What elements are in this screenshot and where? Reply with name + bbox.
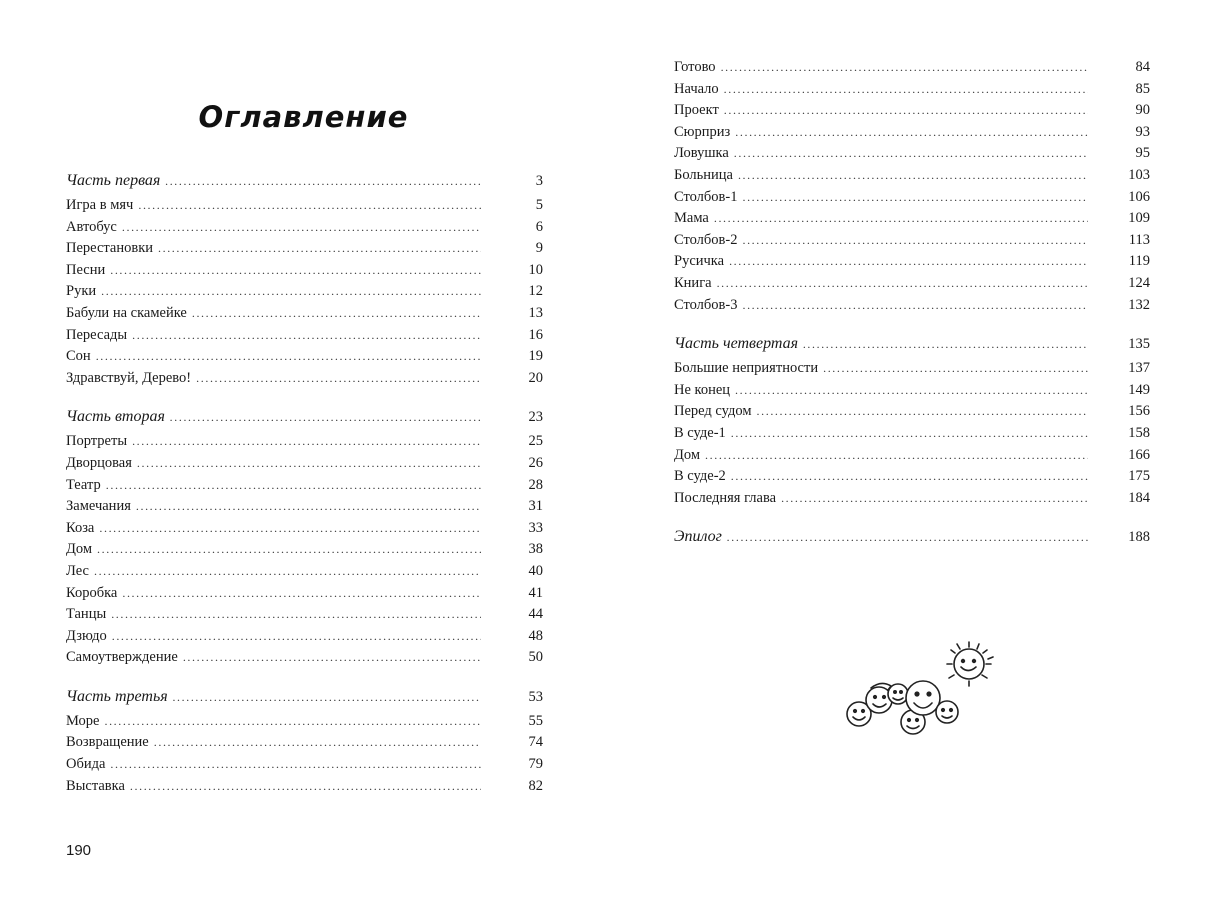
toc-chapter-entry bbox=[66, 754, 543, 776]
page-ref: 95 bbox=[1135, 145, 1150, 162]
toc-chapter-entry bbox=[66, 195, 543, 217]
chapter-title: Обида bbox=[66, 756, 106, 773]
page-ref: 175 bbox=[1128, 468, 1150, 485]
toc-chapter-entry bbox=[66, 368, 543, 390]
chapter-title: Коробка bbox=[66, 584, 118, 601]
toc-chapter-entry bbox=[66, 776, 543, 798]
dot-leader bbox=[165, 167, 481, 196]
page-ref: 6 bbox=[535, 218, 543, 235]
chapter-title: Столбов-1 bbox=[674, 188, 738, 205]
dot-leader bbox=[104, 711, 481, 733]
dot-leader bbox=[137, 453, 481, 475]
toc-chapter-entry bbox=[674, 100, 1150, 122]
page-ref: 85 bbox=[1135, 80, 1150, 97]
dot-leader bbox=[170, 403, 481, 432]
dot-leader bbox=[735, 122, 1088, 144]
toc-part-entry bbox=[674, 329, 1150, 358]
page-ref: 135 bbox=[1128, 336, 1150, 353]
chapter-title: Портреты bbox=[66, 433, 128, 450]
chapter-title: Самоутверждение bbox=[66, 649, 178, 666]
toc-chapter-entry bbox=[674, 208, 1150, 230]
toc-part-entry bbox=[66, 682, 543, 711]
page-ref: 10 bbox=[528, 261, 543, 278]
toc-chapter-entry bbox=[66, 260, 543, 282]
toc-chapter-entry bbox=[66, 346, 543, 368]
page-ref: 188 bbox=[1128, 529, 1150, 546]
chapter-title: Лес bbox=[66, 562, 89, 579]
page-ref: 106 bbox=[1128, 188, 1150, 205]
page-ref: 137 bbox=[1128, 360, 1150, 377]
toc-chapter-entry bbox=[66, 583, 543, 605]
chapter-title: Готово bbox=[674, 59, 716, 75]
dot-leader bbox=[122, 583, 481, 605]
toc-chapter-entry bbox=[66, 518, 543, 540]
toc-chapter-entry bbox=[674, 57, 1150, 79]
dot-leader bbox=[705, 445, 1088, 467]
dot-leader bbox=[734, 143, 1088, 165]
dot-leader bbox=[714, 208, 1088, 230]
page-ref: 103 bbox=[1128, 166, 1150, 183]
chapter-title: Море bbox=[66, 712, 100, 729]
toc-chapter-entry bbox=[674, 79, 1150, 101]
toc-chapter-entry bbox=[674, 488, 1150, 510]
dot-leader bbox=[731, 423, 1088, 445]
chapter-title: Столбов-2 bbox=[674, 231, 738, 248]
dot-leader bbox=[136, 496, 481, 518]
chapter-title: Дом bbox=[674, 446, 701, 463]
page-ref: 23 bbox=[528, 409, 543, 426]
page-ref: 53 bbox=[528, 688, 543, 705]
page-ref: 74 bbox=[528, 734, 543, 751]
page-ref: 90 bbox=[1135, 102, 1150, 119]
chapter-title: Коза bbox=[66, 519, 95, 536]
page-ref: 31 bbox=[528, 498, 543, 515]
toc-chapter-entry bbox=[66, 325, 543, 347]
dot-leader bbox=[742, 187, 1088, 209]
toc-chapter-entry bbox=[66, 626, 543, 648]
dot-leader bbox=[727, 523, 1088, 552]
part-title: Часть первая bbox=[66, 172, 161, 189]
chapter-title: Пересады bbox=[66, 326, 128, 343]
toc-chapter-entry bbox=[674, 466, 1150, 488]
page-ref: 13 bbox=[528, 304, 543, 321]
dot-leader bbox=[132, 325, 481, 347]
dot-leader bbox=[742, 295, 1088, 317]
page-ref: 26 bbox=[528, 454, 543, 471]
page-number: 190 bbox=[66, 842, 92, 859]
page-ref: 33 bbox=[528, 519, 543, 536]
chapter-title: Больница bbox=[674, 166, 733, 183]
dot-leader bbox=[196, 368, 481, 390]
dot-leader bbox=[138, 195, 481, 217]
toc-chapter-entry bbox=[674, 251, 1150, 273]
dot-leader bbox=[721, 57, 1088, 79]
chapter-title: В суде-2 bbox=[674, 468, 726, 485]
chapter-title: Дом bbox=[66, 541, 93, 558]
toc-chapter-entry bbox=[66, 647, 543, 669]
toc-chapter-entry bbox=[674, 273, 1150, 295]
chapter-title: Начало bbox=[674, 80, 719, 97]
dot-leader bbox=[803, 330, 1088, 359]
page-ref: 48 bbox=[528, 627, 543, 644]
chapter-title: Автобус bbox=[66, 218, 117, 235]
chapter-title: Здравствуй, Дерево! bbox=[66, 369, 192, 386]
page-ref: 55 bbox=[528, 712, 543, 729]
page-ref: 124 bbox=[1128, 274, 1150, 291]
page-ref: 113 bbox=[1128, 231, 1150, 248]
dot-leader bbox=[122, 217, 481, 239]
chapter-title: Бабули на скамейке bbox=[66, 304, 187, 321]
page-ref: 132 bbox=[1128, 296, 1150, 313]
toc-chapter-entry bbox=[66, 604, 543, 626]
page-ref: 149 bbox=[1128, 381, 1150, 398]
toc-chapter-entry bbox=[66, 732, 543, 754]
page-ref: 20 bbox=[528, 369, 543, 386]
dot-leader bbox=[724, 100, 1088, 122]
dot-leader bbox=[731, 466, 1088, 488]
toc-spacer bbox=[66, 389, 543, 402]
toc-chapter-entry bbox=[66, 711, 543, 733]
dot-leader bbox=[112, 626, 481, 648]
dot-leader bbox=[729, 251, 1088, 273]
dot-leader bbox=[132, 431, 481, 453]
dot-leader bbox=[97, 539, 481, 561]
dot-leader bbox=[738, 165, 1088, 187]
toc-chapter-entry bbox=[66, 303, 543, 325]
chapter-title: В суде-1 bbox=[674, 424, 726, 441]
dot-leader bbox=[96, 346, 481, 368]
page-ref: 79 bbox=[528, 756, 543, 773]
part-title: Часть четвертая bbox=[674, 335, 799, 353]
dot-leader bbox=[781, 488, 1088, 510]
page-ref: 158 bbox=[1128, 424, 1150, 441]
dot-leader bbox=[99, 518, 481, 540]
toc-chapter-entry bbox=[674, 295, 1150, 317]
chapter-title: Перед судом bbox=[674, 403, 752, 420]
page-ref: 109 bbox=[1128, 210, 1150, 227]
toc-part-entry bbox=[674, 522, 1150, 551]
toc-chapter-entry bbox=[674, 358, 1150, 380]
page-ref: 184 bbox=[1128, 489, 1150, 506]
toc-spacer bbox=[674, 316, 1150, 329]
chapter-title: Песни bbox=[66, 261, 106, 278]
chapter-title: Замечания bbox=[66, 498, 131, 515]
page-ref: 44 bbox=[528, 606, 543, 623]
chapter-title: Мама bbox=[674, 210, 709, 227]
page-ref: 156 bbox=[1128, 403, 1150, 420]
chapter-title: Последняя глава bbox=[674, 489, 777, 506]
chapter-title: Театр bbox=[66, 476, 101, 493]
chapter-title: Перестановки bbox=[66, 240, 153, 257]
chapter-title: Русичка bbox=[674, 253, 725, 270]
page-ref: 16 bbox=[528, 326, 543, 343]
page-ref: 41 bbox=[528, 584, 543, 601]
toc-chapter-entry bbox=[674, 122, 1150, 144]
toc-chapter-entry bbox=[66, 281, 543, 303]
face-icon bbox=[906, 681, 940, 715]
dot-leader bbox=[183, 647, 481, 669]
page-ref: 38 bbox=[528, 541, 543, 558]
chapter-title: Книга bbox=[674, 274, 712, 291]
dot-leader bbox=[823, 358, 1088, 380]
dot-leader bbox=[101, 281, 481, 303]
page-ref: 28 bbox=[528, 476, 543, 493]
chapter-title: Дзюдо bbox=[66, 627, 107, 644]
toc-spacer bbox=[66, 669, 543, 682]
dot-leader bbox=[154, 732, 481, 754]
toc-chapter-entry bbox=[66, 539, 543, 561]
smiley-faces-and-sun-icon bbox=[841, 640, 1011, 740]
chapter-title: Большие неприятности bbox=[674, 360, 819, 377]
chapter-title: Сон bbox=[66, 348, 91, 365]
dot-leader bbox=[130, 776, 481, 798]
toc-chapter-entry bbox=[66, 475, 543, 497]
page-ref: 82 bbox=[528, 777, 543, 794]
chapter-title: Возвращение bbox=[66, 734, 149, 751]
dot-leader bbox=[94, 561, 481, 583]
page-ref: 40 bbox=[528, 562, 543, 579]
dot-leader bbox=[717, 273, 1088, 295]
toc-chapter-entry bbox=[674, 401, 1150, 423]
chapter-title: Не конец bbox=[674, 381, 731, 398]
toc-part-entry bbox=[66, 166, 543, 195]
face-icon bbox=[936, 701, 958, 723]
dot-leader bbox=[106, 475, 481, 497]
page-ref: 19 bbox=[528, 348, 543, 365]
toc-chapter-entry bbox=[66, 561, 543, 583]
toc-title: Оглавление bbox=[198, 100, 409, 134]
toc-chapter-entry bbox=[674, 380, 1150, 402]
toc-chapter-entry bbox=[66, 496, 543, 518]
sun-icon bbox=[947, 642, 993, 686]
toc-chapter-entry bbox=[674, 230, 1150, 252]
toc-chapter-entry bbox=[674, 143, 1150, 165]
toc-chapter-entry bbox=[674, 445, 1150, 467]
toc-chapter-entry bbox=[66, 238, 543, 260]
toc-chapter-entry bbox=[674, 187, 1150, 209]
part-title: Часть третья bbox=[66, 687, 168, 705]
page-ref: 9 bbox=[535, 240, 543, 257]
toc-chapter-entry bbox=[66, 217, 543, 239]
toc-list-left bbox=[66, 166, 543, 797]
chapter-title: Столбов-3 bbox=[674, 296, 738, 313]
toc-chapter-entry bbox=[674, 423, 1150, 445]
toc-spacer bbox=[674, 509, 1150, 522]
chapter-title: Ловушка bbox=[674, 145, 729, 162]
right-page bbox=[607, 0, 1214, 911]
chapter-title: Игра в мяч bbox=[66, 197, 134, 213]
page-ref: 3 bbox=[535, 173, 543, 189]
toc-chapter-entry bbox=[66, 431, 543, 453]
part-title: Часть вторая bbox=[66, 408, 165, 426]
page-ref: 25 bbox=[528, 433, 543, 450]
toc-part-entry bbox=[66, 402, 543, 431]
dot-leader bbox=[757, 401, 1088, 423]
dot-leader bbox=[742, 230, 1088, 252]
toc-chapter-entry bbox=[66, 453, 543, 475]
chapter-title: Выставка bbox=[66, 777, 125, 794]
chapter-title: Проект bbox=[674, 102, 719, 119]
dot-leader bbox=[110, 260, 481, 282]
chapter-title: Сюрприз bbox=[674, 123, 731, 140]
dot-leader bbox=[192, 303, 481, 325]
chapter-title: Дворцовая bbox=[66, 454, 132, 471]
face-icon bbox=[888, 684, 908, 704]
chapter-title: Танцы bbox=[66, 606, 107, 623]
dot-leader bbox=[110, 754, 481, 776]
page-ref: 5 bbox=[535, 197, 543, 213]
toc-chapter-entry bbox=[674, 165, 1150, 187]
page-ref: 166 bbox=[1128, 446, 1150, 463]
page-ref: 50 bbox=[528, 649, 543, 666]
dot-leader bbox=[173, 683, 481, 712]
page-ref: 84 bbox=[1135, 59, 1150, 75]
dot-leader bbox=[735, 380, 1088, 402]
page-ref: 93 bbox=[1135, 123, 1150, 140]
page-ref: 12 bbox=[528, 283, 543, 300]
page-ref: 119 bbox=[1128, 253, 1150, 270]
toc-list-right bbox=[674, 57, 1150, 551]
part-title: Эпилог bbox=[674, 528, 722, 546]
chapter-title: Руки bbox=[66, 283, 97, 300]
dot-leader bbox=[158, 238, 481, 260]
dot-leader bbox=[111, 604, 481, 626]
dot-leader bbox=[724, 79, 1088, 101]
